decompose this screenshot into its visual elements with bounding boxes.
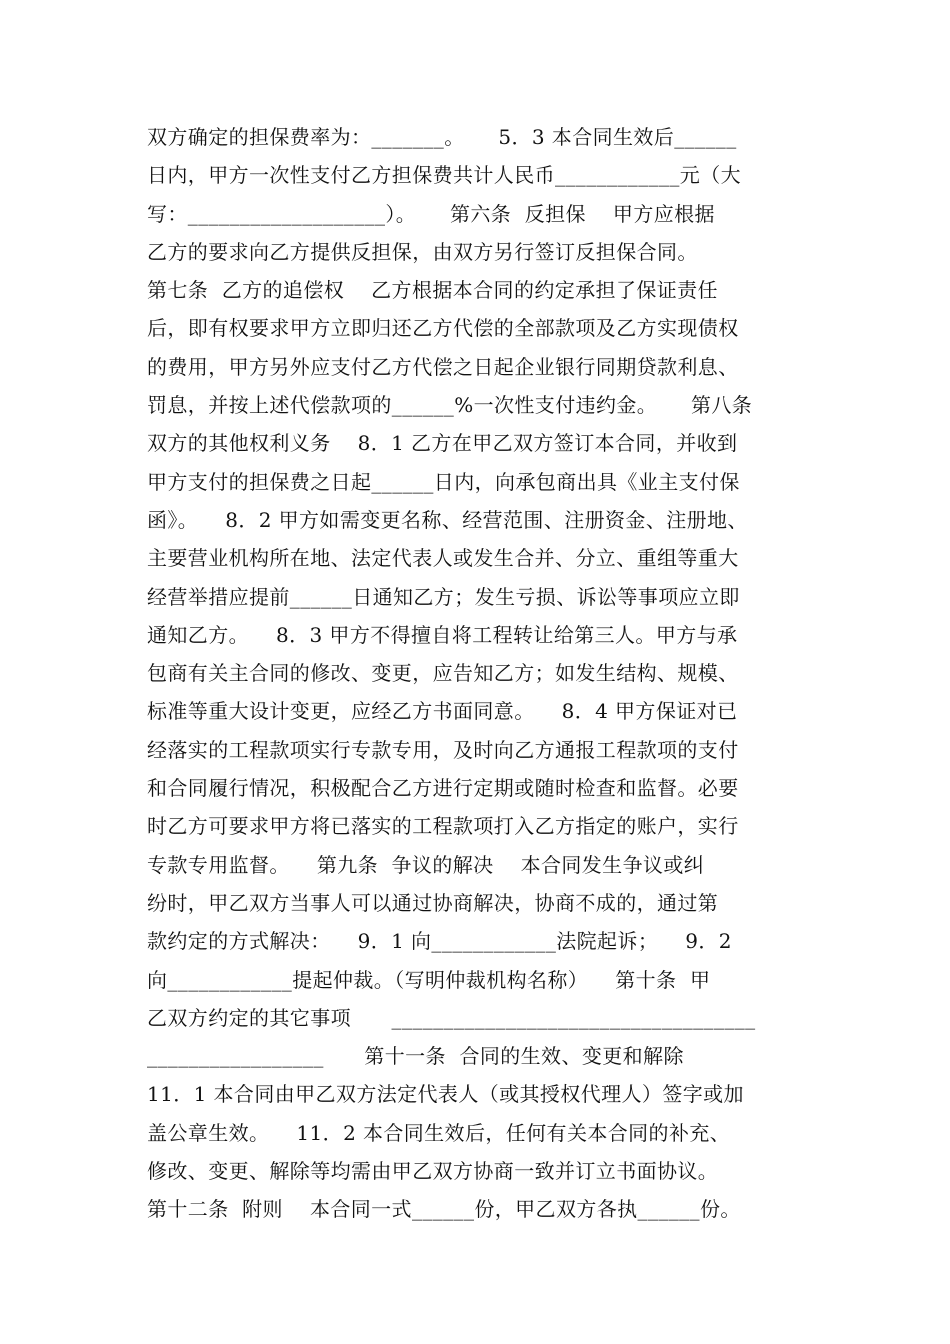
text-line: 向____________提起仲裁。（写明仲裁机构名称） 第十条 甲: [147, 967, 711, 992]
text-line: 修改、变更、解除等均需由甲乙双方协商一致并订立书面协议。: [147, 1159, 719, 1184]
text-line: 后，即有权要求甲方立即归还乙方代偿的全部款项及乙方实现债权: [147, 316, 739, 341]
text-line: 乙双方约定的其它事项 ___________________________________: [147, 1005, 756, 1030]
text-line: 11．1 本合同由甲乙双方法定代表人（或其授权代理人）签字或加: [147, 1082, 744, 1107]
text-line: _________________ 第十一条 合同的生效、变更和解除: [147, 1044, 684, 1069]
text-line: 通知乙方。 8．3 甲方不得擅自将工程转让给第三人。甲方与承: [147, 622, 738, 647]
text-line: 写：___________________）。 第六条 反担保 甲方应根据: [147, 201, 715, 226]
text-line: 和合同履行情况，积极配合乙方进行定期或随时检查和监督。必要: [147, 776, 739, 801]
text-line: 款约定的方式解决： 9．1 向____________法院起诉； 9．2: [147, 929, 732, 954]
text-line: 专款专用监督。 第九条 争议的解决 本合同发生争议或纠: [147, 852, 705, 877]
text-line: 乙方的要求向乙方提供反担保，由双方另行签订反担保合同。: [147, 239, 698, 264]
text-line: 双方确定的担保费率为：_______。 5．3 本合同生效后______: [147, 125, 737, 149]
text-line: 的费用，甲方另外应支付乙方代偿之日起企业银行同期贷款利息、: [147, 354, 739, 379]
contract-text: [147, 118, 847, 1229]
text-line: 标准等重大设计变更，应经乙方书面同意。 8．4 甲方保证对已: [147, 699, 738, 724]
text-line: 盖公章生效。 11．2 本合同生效后，任何有关本合同的补充、: [147, 1120, 731, 1145]
text-line: 甲方支付的担保费之日起______日内，向承包商出具《业主支付保: [147, 469, 740, 494]
text-line: 经营举措应提前______日通知乙方；发生亏损、诉讼等事项应立即: [147, 584, 740, 609]
text-line: 函》。 8．2 甲方如需变更名称、经营范围、注册资金、注册地、: [147, 507, 748, 532]
text-line: 主要营业机构所在地、法定代表人或发生合并、分立、重组等重大: [147, 546, 739, 571]
text-line: 罚息，并按上述代偿款项的______%一次性支付违约金。 第八条: [147, 393, 753, 418]
text-line: 双方的其他权利义务 8．1 乙方在甲乙双方签订本合同，并收到: [147, 431, 738, 456]
text-line: 经落实的工程款项实行专款专用，及时向乙方通报工程款项的支付: [147, 737, 739, 762]
text-line: 日内，甲方一次性支付乙方担保费共计人民币____________元（大: [147, 163, 741, 188]
text-line: 第七条 乙方的追偿权 乙方根据本合同的约定承担了保证责任: [147, 278, 718, 303]
text-line: 第十二条 附则 本合同一式______份，甲乙双方各执______份。: [147, 1197, 741, 1222]
text-line: 时乙方可要求甲方将已落实的工程款项打入乙方指定的账户，实行: [147, 814, 739, 839]
text-line: 包商有关主合同的修改、变更，应告知乙方；如发生结构、规模、: [147, 661, 739, 686]
text-line: 纷时，甲乙双方当事人可以通过协商解决，协商不成的，通过第: [147, 890, 719, 915]
